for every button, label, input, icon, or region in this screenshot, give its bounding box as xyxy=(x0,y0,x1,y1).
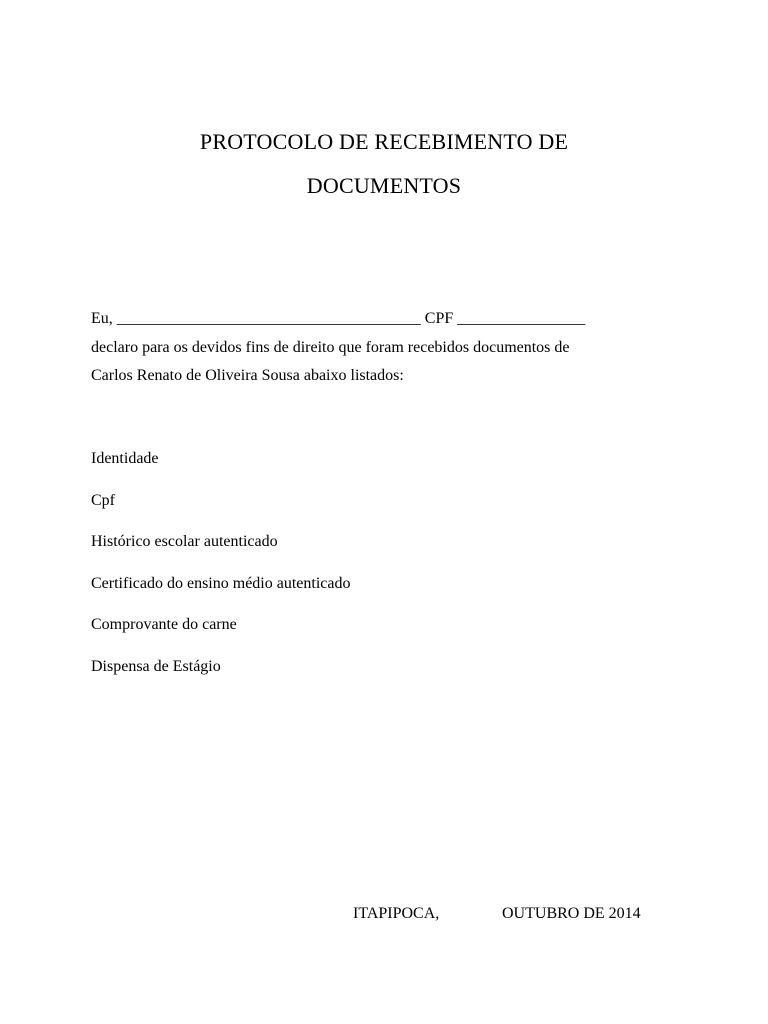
document-title-line-2: DOCUMENTOS xyxy=(306,173,462,198)
declaration-line-statement: declaro para os devidos fins de direito que foram recebidos documentos de xyxy=(91,339,570,356)
list-item: Dispensa de Estágio xyxy=(91,657,221,675)
list-item: Comprovante do carne xyxy=(91,616,237,634)
document-list xyxy=(91,450,350,700)
list-item: Certificado do ensino médio autenticado xyxy=(91,574,351,592)
list-item: Cpf xyxy=(91,491,115,509)
document-title-line-1: PROTOCOLO DE RECEBIMENTO DE xyxy=(199,129,569,154)
declaration-line-name-cpf: Eu, ______________________________________ CPF ________________ xyxy=(91,310,586,327)
footer-city: ITAPIPOCA, xyxy=(353,905,440,922)
declaration-line-recipient: Carlos Renato de Oliveira Sousa abaixo listados: xyxy=(91,367,404,384)
list-item: Histórico escolar autenticado xyxy=(91,533,278,551)
footer-date: OUTUBRO DE 2014 xyxy=(502,905,641,922)
list-item: Identidade xyxy=(91,450,159,467)
